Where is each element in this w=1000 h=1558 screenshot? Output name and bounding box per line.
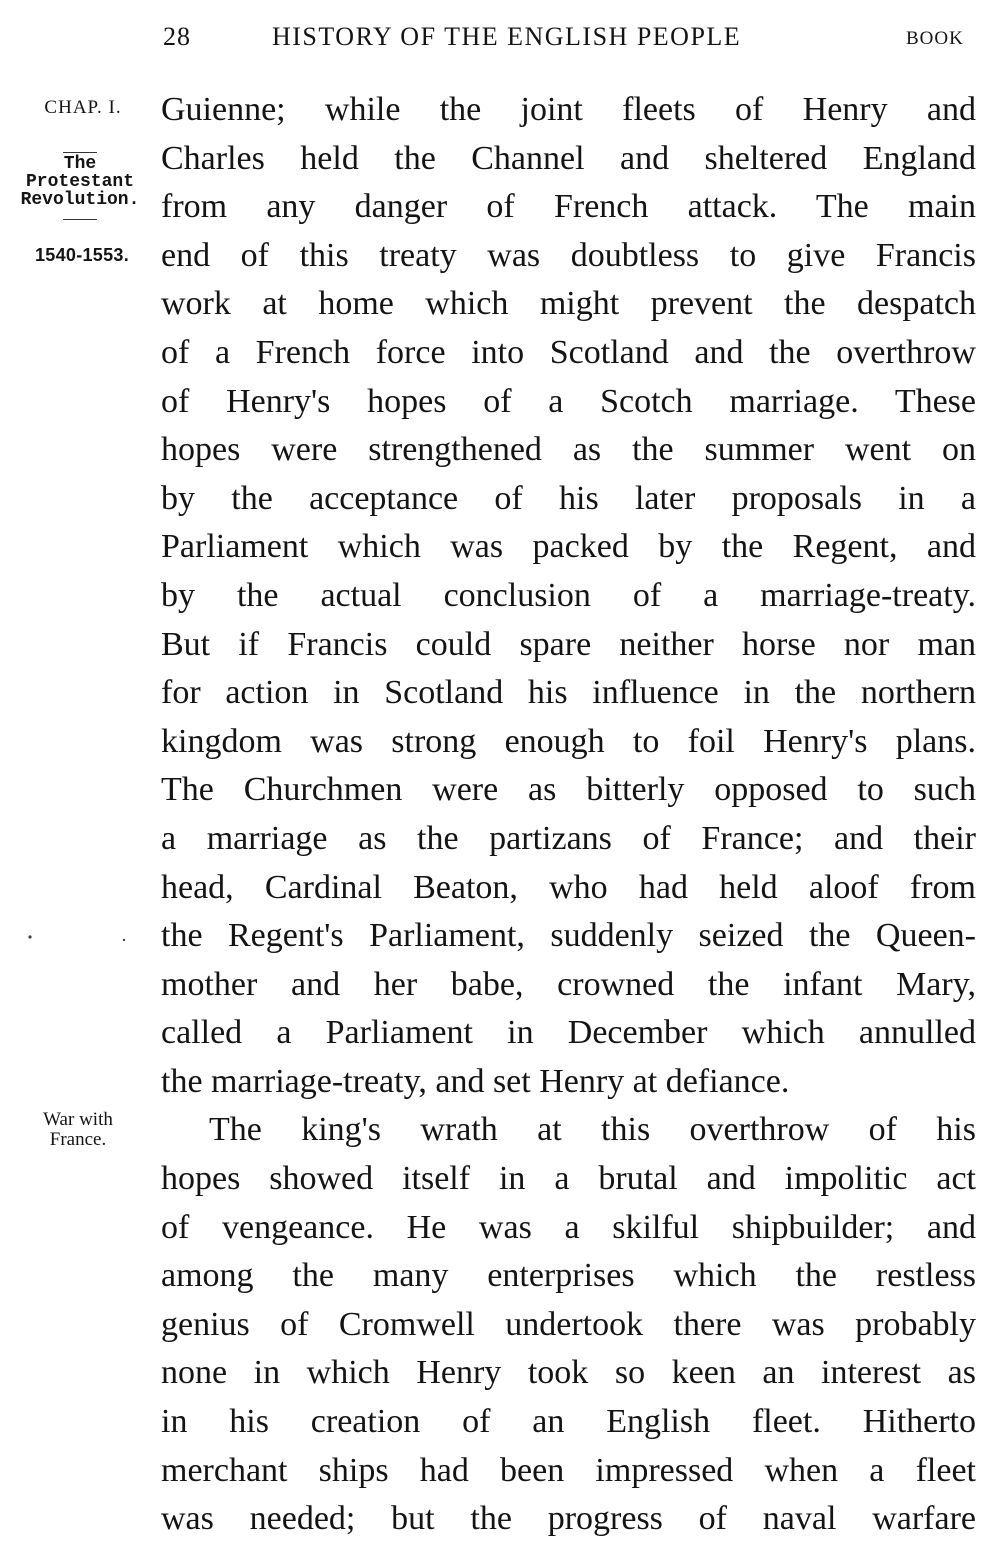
text-line: end of this treaty was doubtless to give Francis bbox=[161, 236, 976, 274]
sidenote-rule bbox=[63, 152, 97, 153]
text-line: kingdom was strong enough to foil Henry's plans. bbox=[161, 722, 976, 760]
text-line: of a French force into Scotland and the overthrow bbox=[161, 333, 976, 371]
sidenote-line: The bbox=[63, 154, 97, 174]
date-range-sidenote: 1540-1553. bbox=[34, 245, 130, 265]
text-line: was needed; but the progress of naval warfare bbox=[161, 1500, 976, 1538]
text-line: by the actual conclusion of a marriage-treaty. bbox=[161, 576, 976, 614]
text-line: none in which Henry took so keen an interest as bbox=[161, 1354, 976, 1392]
text-line: hopes showed itself in a brutal and impolitic act bbox=[161, 1160, 976, 1198]
text-line: of vengeance. He was a skilful shipbuilder; and bbox=[161, 1208, 976, 1246]
chapter-label: CHAP. I. bbox=[44, 97, 122, 118]
text-line: by the acceptance of his later proposals in a bbox=[161, 479, 976, 517]
text-line: mother and her babe, crowned the infant Mary, bbox=[161, 965, 976, 1003]
text-line: a marriage as the partizans of France; and their bbox=[161, 819, 976, 857]
text-line: in his creation of an English fleet. Hitherto bbox=[161, 1403, 976, 1441]
page-number: 28 bbox=[163, 22, 191, 51]
text-line: the Regent's Parliament, suddenly seized the Queen- bbox=[161, 917, 976, 955]
sidenote-line: Revolution. bbox=[20, 190, 140, 210]
sidenote-rule bbox=[63, 219, 97, 220]
text-line: among the many enterprises which the restless bbox=[161, 1257, 976, 1295]
text-line: work at home which might prevent the despatch bbox=[161, 285, 976, 323]
sidenote-line: France. bbox=[49, 1128, 107, 1150]
text-line: Guienne; while the joint fleets of Henry and bbox=[161, 91, 976, 128]
print-specks bbox=[26, 930, 136, 944]
text-line: merchant ships had been impressed when a fleet bbox=[161, 1451, 976, 1489]
text-line: genius of Cromwell undertook there was probably bbox=[161, 1305, 976, 1343]
paragraph-end-line: the marriage-treaty, and set Henry at defiance. bbox=[161, 1062, 790, 1100]
text-line: hopes were strengthened as the summer went on bbox=[161, 431, 976, 469]
paragraph-start-line: The king's wrath at this overthrow of his bbox=[209, 1111, 976, 1149]
text-line: Charles held the Channel and sheltered England bbox=[161, 139, 976, 177]
sidenote-line: Protestant bbox=[25, 172, 135, 192]
war-sidenote bbox=[22, 1110, 134, 1150]
text-line: head, Cardinal Beaton, who had held aloof from bbox=[161, 868, 976, 906]
text-line: for action in Scotland his influence in the northern bbox=[161, 674, 976, 712]
text-line: from any danger of French attack. The main bbox=[161, 188, 976, 226]
running-head bbox=[0, 18, 1000, 58]
section-sidenote bbox=[10, 152, 150, 222]
text-line: of Henry's hopes of a Scotch marriage. These bbox=[161, 382, 976, 420]
running-title: HISTORY OF THE ENGLISH PEOPLE bbox=[272, 22, 742, 51]
text-line: The Churchmen were as bitterly opposed to such bbox=[161, 771, 976, 809]
sidenote-line: War with bbox=[43, 1109, 113, 1130]
text-line: But if Francis could spare neither horse nor man bbox=[161, 625, 976, 663]
text-line: Parliament which was packed by the Regent, and bbox=[161, 528, 976, 566]
running-book-label: BOOK bbox=[906, 28, 964, 49]
text-line: called a Parliament in December which annulled bbox=[161, 1014, 976, 1052]
body-text bbox=[161, 86, 976, 1544]
